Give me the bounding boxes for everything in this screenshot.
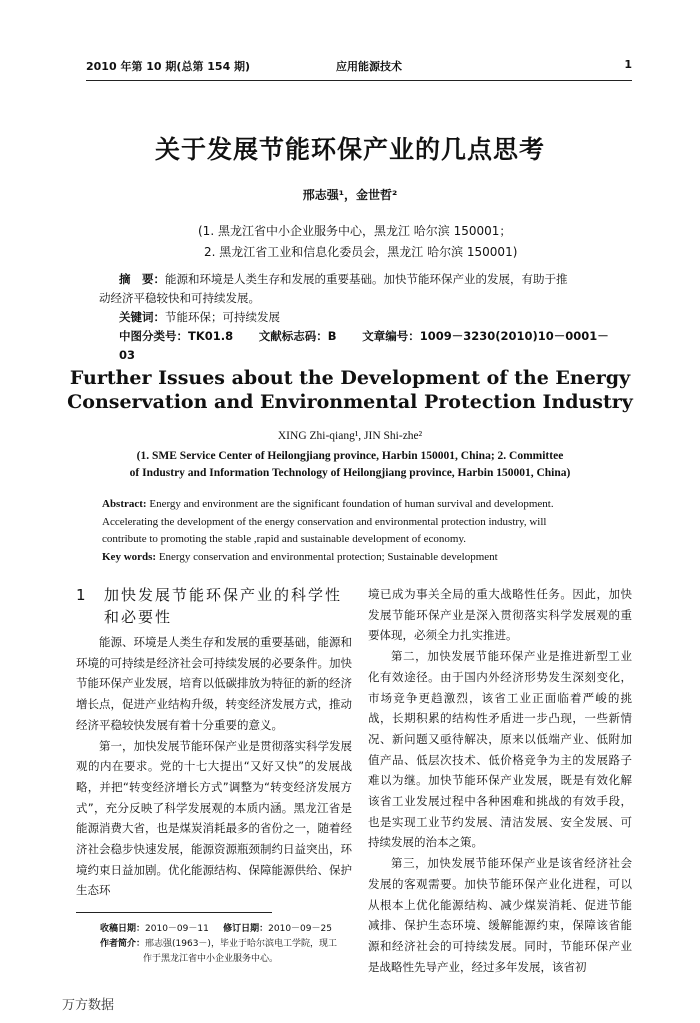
affiliation-chinese-1: (1. 黑龙江省中小企业服务中心，黑龙江 哈尔滨 150001； (198, 224, 512, 238)
doc-code-value: B (327, 329, 337, 343)
affil-en-line-1: (1. SME Service Center of Heilongjiang province, Harbin 150001, China; 2. Committee (136, 450, 564, 462)
section-1-title-line-1: 加快发展节能环保产业的科学性 (104, 586, 343, 604)
abstract-en-line-3: contribute to promoting the stable ,rapid and sustainable development of economy. (102, 533, 467, 545)
bio-line-2: 作于黑龙江省中小企业服务中心。 (143, 954, 279, 964)
clc-value: TK01.8 (188, 329, 234, 343)
keywords-en-label: Key words: (102, 550, 157, 563)
clc-label: 中图分类号： (119, 329, 188, 343)
running-header (86, 58, 632, 76)
body-paragraph: 第二，加快发展节能环保产业是推进新型工业化有效途径。由于国内外经济形势发生深刻变化，市场竞争更趋激烈，该省工业正面临着严峻的挑战，长期积累的结构性矛盾进一步凸现，一些新情况、新问题又亟待解决，原来以低端产业、低附加值产品、低层次技术、低价格竞争为主的发展路子难以为继。加快节能环保产业发展，既是有效化解该省工业发展过程中各种困难和挑战的有效手段，也是实现工业节约发展、清洁发展、安全发展、可持续发展的治本之策。 (368, 649, 632, 850)
issue-info: 2010 年第 10 期(总第 154 期) (86, 60, 251, 73)
affiliation-chinese-2: 2. 黑龙江省工业和信息化委员会，黑龙江 哈尔滨 150001) (204, 245, 518, 259)
revised-date: 2010－09－25 (268, 924, 332, 934)
authors-chinese: 邢志强¹，金世哲² (302, 188, 398, 202)
title-chinese: 关于发展节能环保产业的几点思考 (154, 135, 545, 164)
section-1-heading (76, 584, 352, 628)
section-1-number: 1 (76, 586, 88, 604)
body-column-right (368, 584, 632, 977)
body-paragraph: 能源、环境是人类生存和发展的重要基础，能源和环境的可持续是经济社会可持续发展的必要条件。加快节能环保产业发展，培育以低碳排放为特征的新的经济增长点，促进产业结构升级，转变经济发展方式，推动经济平稳较快发展有着十分重要的意义。 (76, 635, 352, 732)
abstract-en-label: Abstract: (102, 498, 147, 510)
received-date: 2010－09－11 (145, 924, 209, 934)
doc-code-label: 文献标志码： (258, 329, 328, 343)
abstract-en-line-2: Accelerating the development of the energy conservation and environmental protection industry, will (102, 515, 547, 528)
section-1-title-line-2: 和必要性 (104, 608, 173, 626)
body-paragraph: 第三，加快发展节能环保产业是该省经济社会发展的客观需要。加快节能环保产业化进程，可以从根本上优化能源结构、减少煤炭消耗、促进节能减排、保护生态环境、缓解能源约束，保障该省能源和经济社会的可持续发展。同时，节能环保产业是战略性先导产业，经过多年发展，该省初 (368, 856, 632, 974)
journal-name: 应用能源技术 (336, 60, 402, 73)
page-number: 1 (624, 58, 632, 71)
keywords-cn-label: 关键词： (119, 310, 165, 324)
abstract-cn-text-1: 能源和环境是人类生存和发展的重要基础。加快节能环保产业的发展，有助于推 (165, 272, 568, 286)
body-paragraph: 第一，加快发展节能环保产业是贯彻落实科学发展观的内在要求。党的十七大提出“又好又快”的发展战略，并把“转变经济增长方式”调整为“转变经济发展方式”，充分反映了科学发展观的本质内涵。黑龙江省是能源消费大省，也是煤炭消耗最多的省份之一，随着经济社会稳步快速发展，能源资源瓶颈制约日益突出，环境约束日益加剧。优化能源结构、保障能源供给、保护生态环 (76, 738, 352, 898)
abstract-chinese (99, 270, 619, 365)
article-no-label: 文章编号： (362, 329, 420, 343)
body-paragraph: 境已成为事关全局的重大战略性任务。因此，加快发展节能环保产业是深入贯彻落实科学发展观的重要体现，必须全力扎实推进。 (368, 587, 632, 643)
header-divider (86, 80, 632, 81)
abstract-en-line-1: Energy and environment are the significant foundation of human survival and development. (149, 498, 554, 510)
affiliation-english (0, 448, 700, 482)
keywords-en: Energy conservation and environmental protection; Sustainable development (158, 550, 498, 563)
affil-en-line-2: of Industry and Information Technology of Heilongjiang province, Harbin 150001, China) (129, 467, 571, 479)
authors-english: XING Zhi-qiang¹, JIN Shi-zhe² (277, 430, 423, 442)
revised-label: 修订日期： (223, 924, 269, 934)
article-no-value: 1009－3230(2010)10－0001－03 (119, 329, 609, 362)
title-english (0, 366, 700, 414)
abstract-cn-label: 摘 要： (119, 272, 165, 286)
footnote-divider (76, 912, 272, 913)
body-column-left (76, 584, 352, 901)
keywords-cn: 节能环保；可持续发展 (165, 310, 280, 324)
watermark: 万方数据 (62, 998, 115, 1013)
bio-label: 作者简介： (100, 939, 146, 949)
abstract-cn-text-2: 动经济平稳较快和可持续发展。 (99, 291, 260, 305)
abstract-english (102, 496, 614, 566)
title-en-line-1: Further Issues about the Development of the Energy (69, 367, 631, 389)
title-en-line-2: Conservation and Environmental Protection Industry (67, 391, 633, 413)
footnote (100, 922, 360, 967)
received-label: 收稿日期： (100, 924, 146, 934)
bio-line-1: 邢志强(1963－)，毕业于哈尔滨电工学院，现工 (145, 939, 337, 949)
